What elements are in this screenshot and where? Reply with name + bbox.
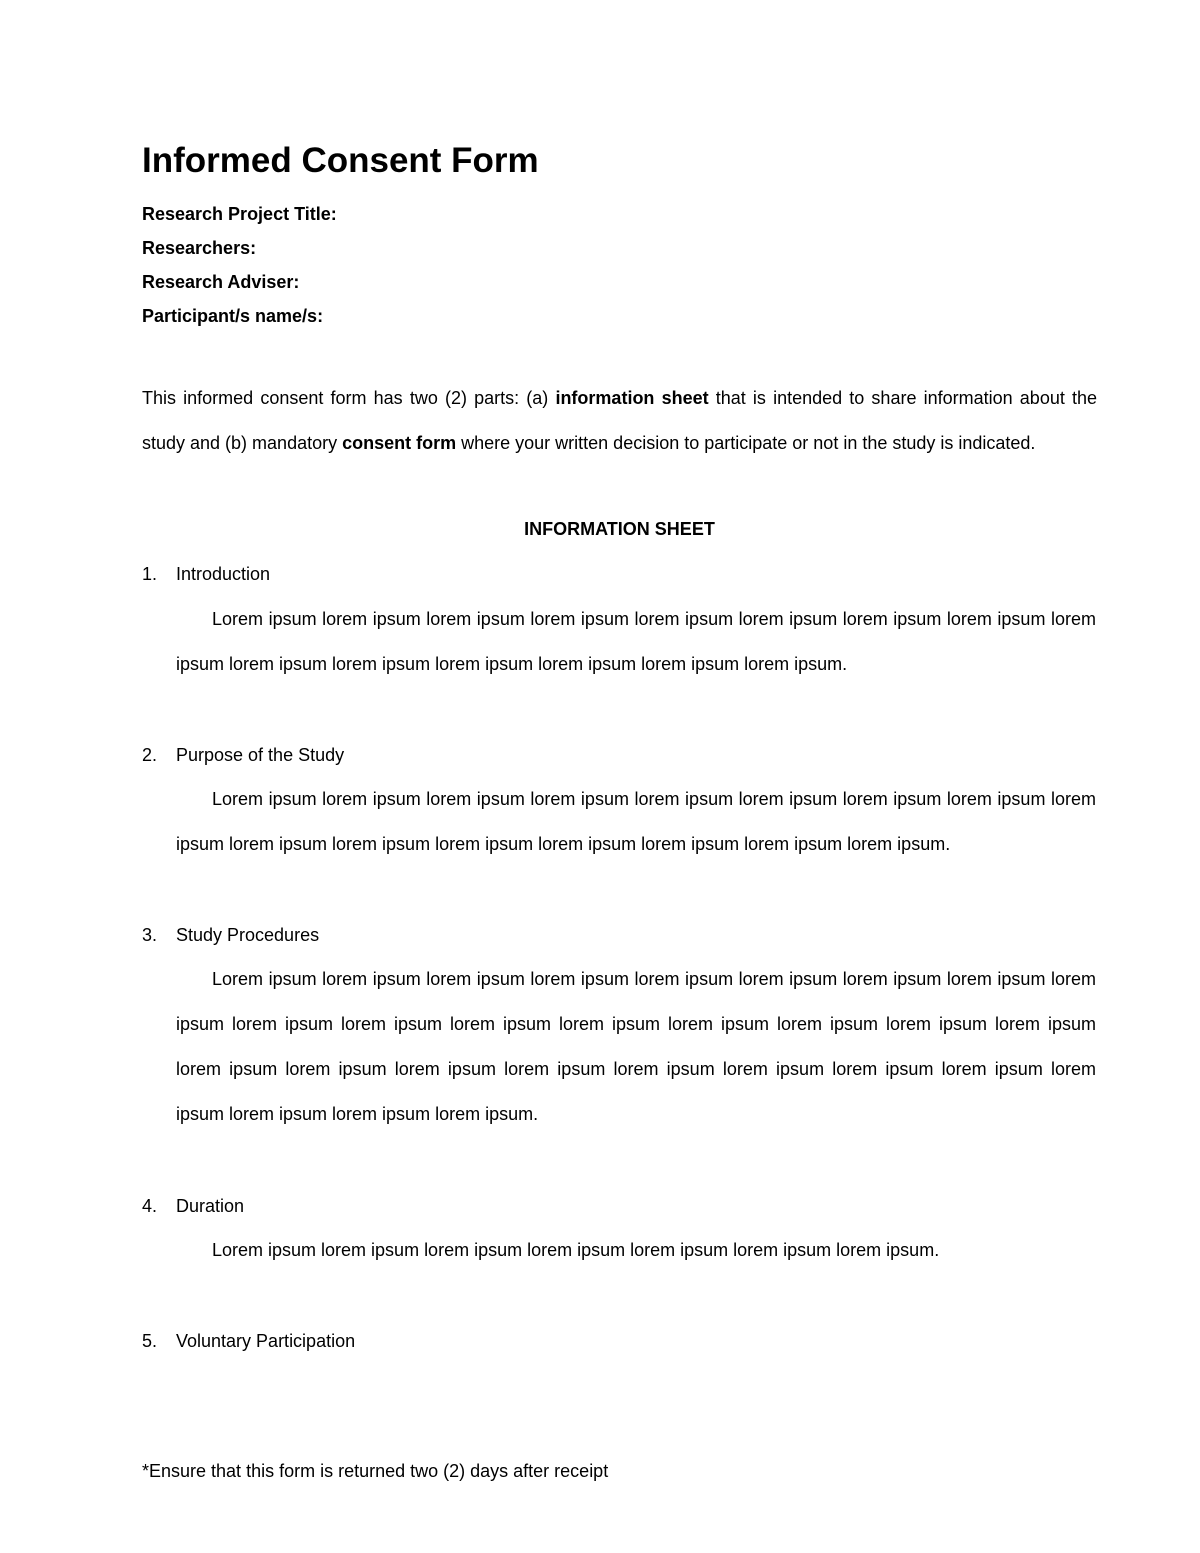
field-researchers: Researchers: bbox=[142, 238, 257, 258]
section-body-duration: Lorem ipsum lorem ipsum lorem ipsum lorem ipsum lorem ipsum lorem ipsum lorem ipsum. bbox=[212, 1240, 940, 1260]
section-number: 3. bbox=[142, 925, 158, 945]
field-research-adviser: Research Adviser: bbox=[142, 272, 300, 292]
intro-text-3: where your written decision to participate or not in the study is indicated. bbox=[456, 433, 1036, 453]
section-title: Purpose of the Study bbox=[176, 745, 345, 765]
section-title: Duration bbox=[176, 1196, 245, 1216]
field-research-project-title: Research Project Title: bbox=[142, 204, 337, 224]
intro-text-2: that is intended to share information about the study and (b) mandatory bbox=[142, 388, 1098, 453]
intro-text-1: This informed consent form has two (2) parts: (a) bbox=[142, 388, 556, 408]
intro-paragraph bbox=[142, 376, 1097, 466]
section-heading-voluntary-participation bbox=[142, 1328, 355, 1354]
section-number: 1. bbox=[142, 564, 158, 584]
section-body-introduction: Lorem ipsum lorem ipsum lorem ipsum lorem ipsum lorem ipsum lorem ipsum lorem ipsum lorem ipsum lorem ipsum lorem ipsum lorem ipsum lorem ipsum lorem ipsum lorem ipsum lorem ipsum. bbox=[176, 609, 1096, 674]
section-number: 5. bbox=[142, 1331, 158, 1351]
section-heading-duration bbox=[142, 1193, 244, 1219]
information-sheet-heading: INFORMATION SHEET bbox=[524, 519, 715, 539]
section-title: Introduction bbox=[176, 564, 271, 584]
section-title: Voluntary Participation bbox=[176, 1331, 356, 1351]
page-title: Informed Consent Form bbox=[142, 141, 539, 180]
field-participant-names: Participant/s name/s: bbox=[142, 306, 324, 326]
intro-bold-information-sheet: information sheet bbox=[555, 388, 709, 408]
footnote: *Ensure that this form is returned two (2) days after receipt bbox=[142, 1461, 609, 1481]
section-number: 2. bbox=[142, 745, 158, 765]
section-heading-purpose bbox=[142, 742, 344, 768]
section-body-purpose: Lorem ipsum lorem ipsum lorem ipsum lorem ipsum lorem ipsum lorem ipsum lorem ipsum lorem ipsum lorem ipsum lorem ipsum lorem ipsum lorem ipsum lorem ipsum lorem ipsum lorem ipsum lorem ipsum. bbox=[176, 789, 1096, 854]
section-title: Study Procedures bbox=[176, 925, 320, 945]
section-heading-study-procedures bbox=[142, 922, 319, 948]
section-heading-introduction bbox=[142, 561, 270, 587]
section-number: 4. bbox=[142, 1196, 158, 1216]
intro-bold-consent-form: consent form bbox=[342, 433, 457, 453]
section-body-study-procedures: Lorem ipsum lorem ipsum lorem ipsum lorem ipsum lorem ipsum lorem ipsum lorem ipsum lorem ipsum lorem ipsum lorem ipsum lorem ipsum lorem ipsum lorem ipsum lorem ipsum lorem ipsum lorem ipsum lorem ipsum lorem ipsum lorem ipsum lorem ipsum lorem ipsum lorem ipsum lorem ipsum lorem ipsum lorem ipsum lorem ipsum lorem ipsum lorem ipsum lorem ipsum. bbox=[176, 969, 1096, 1124]
